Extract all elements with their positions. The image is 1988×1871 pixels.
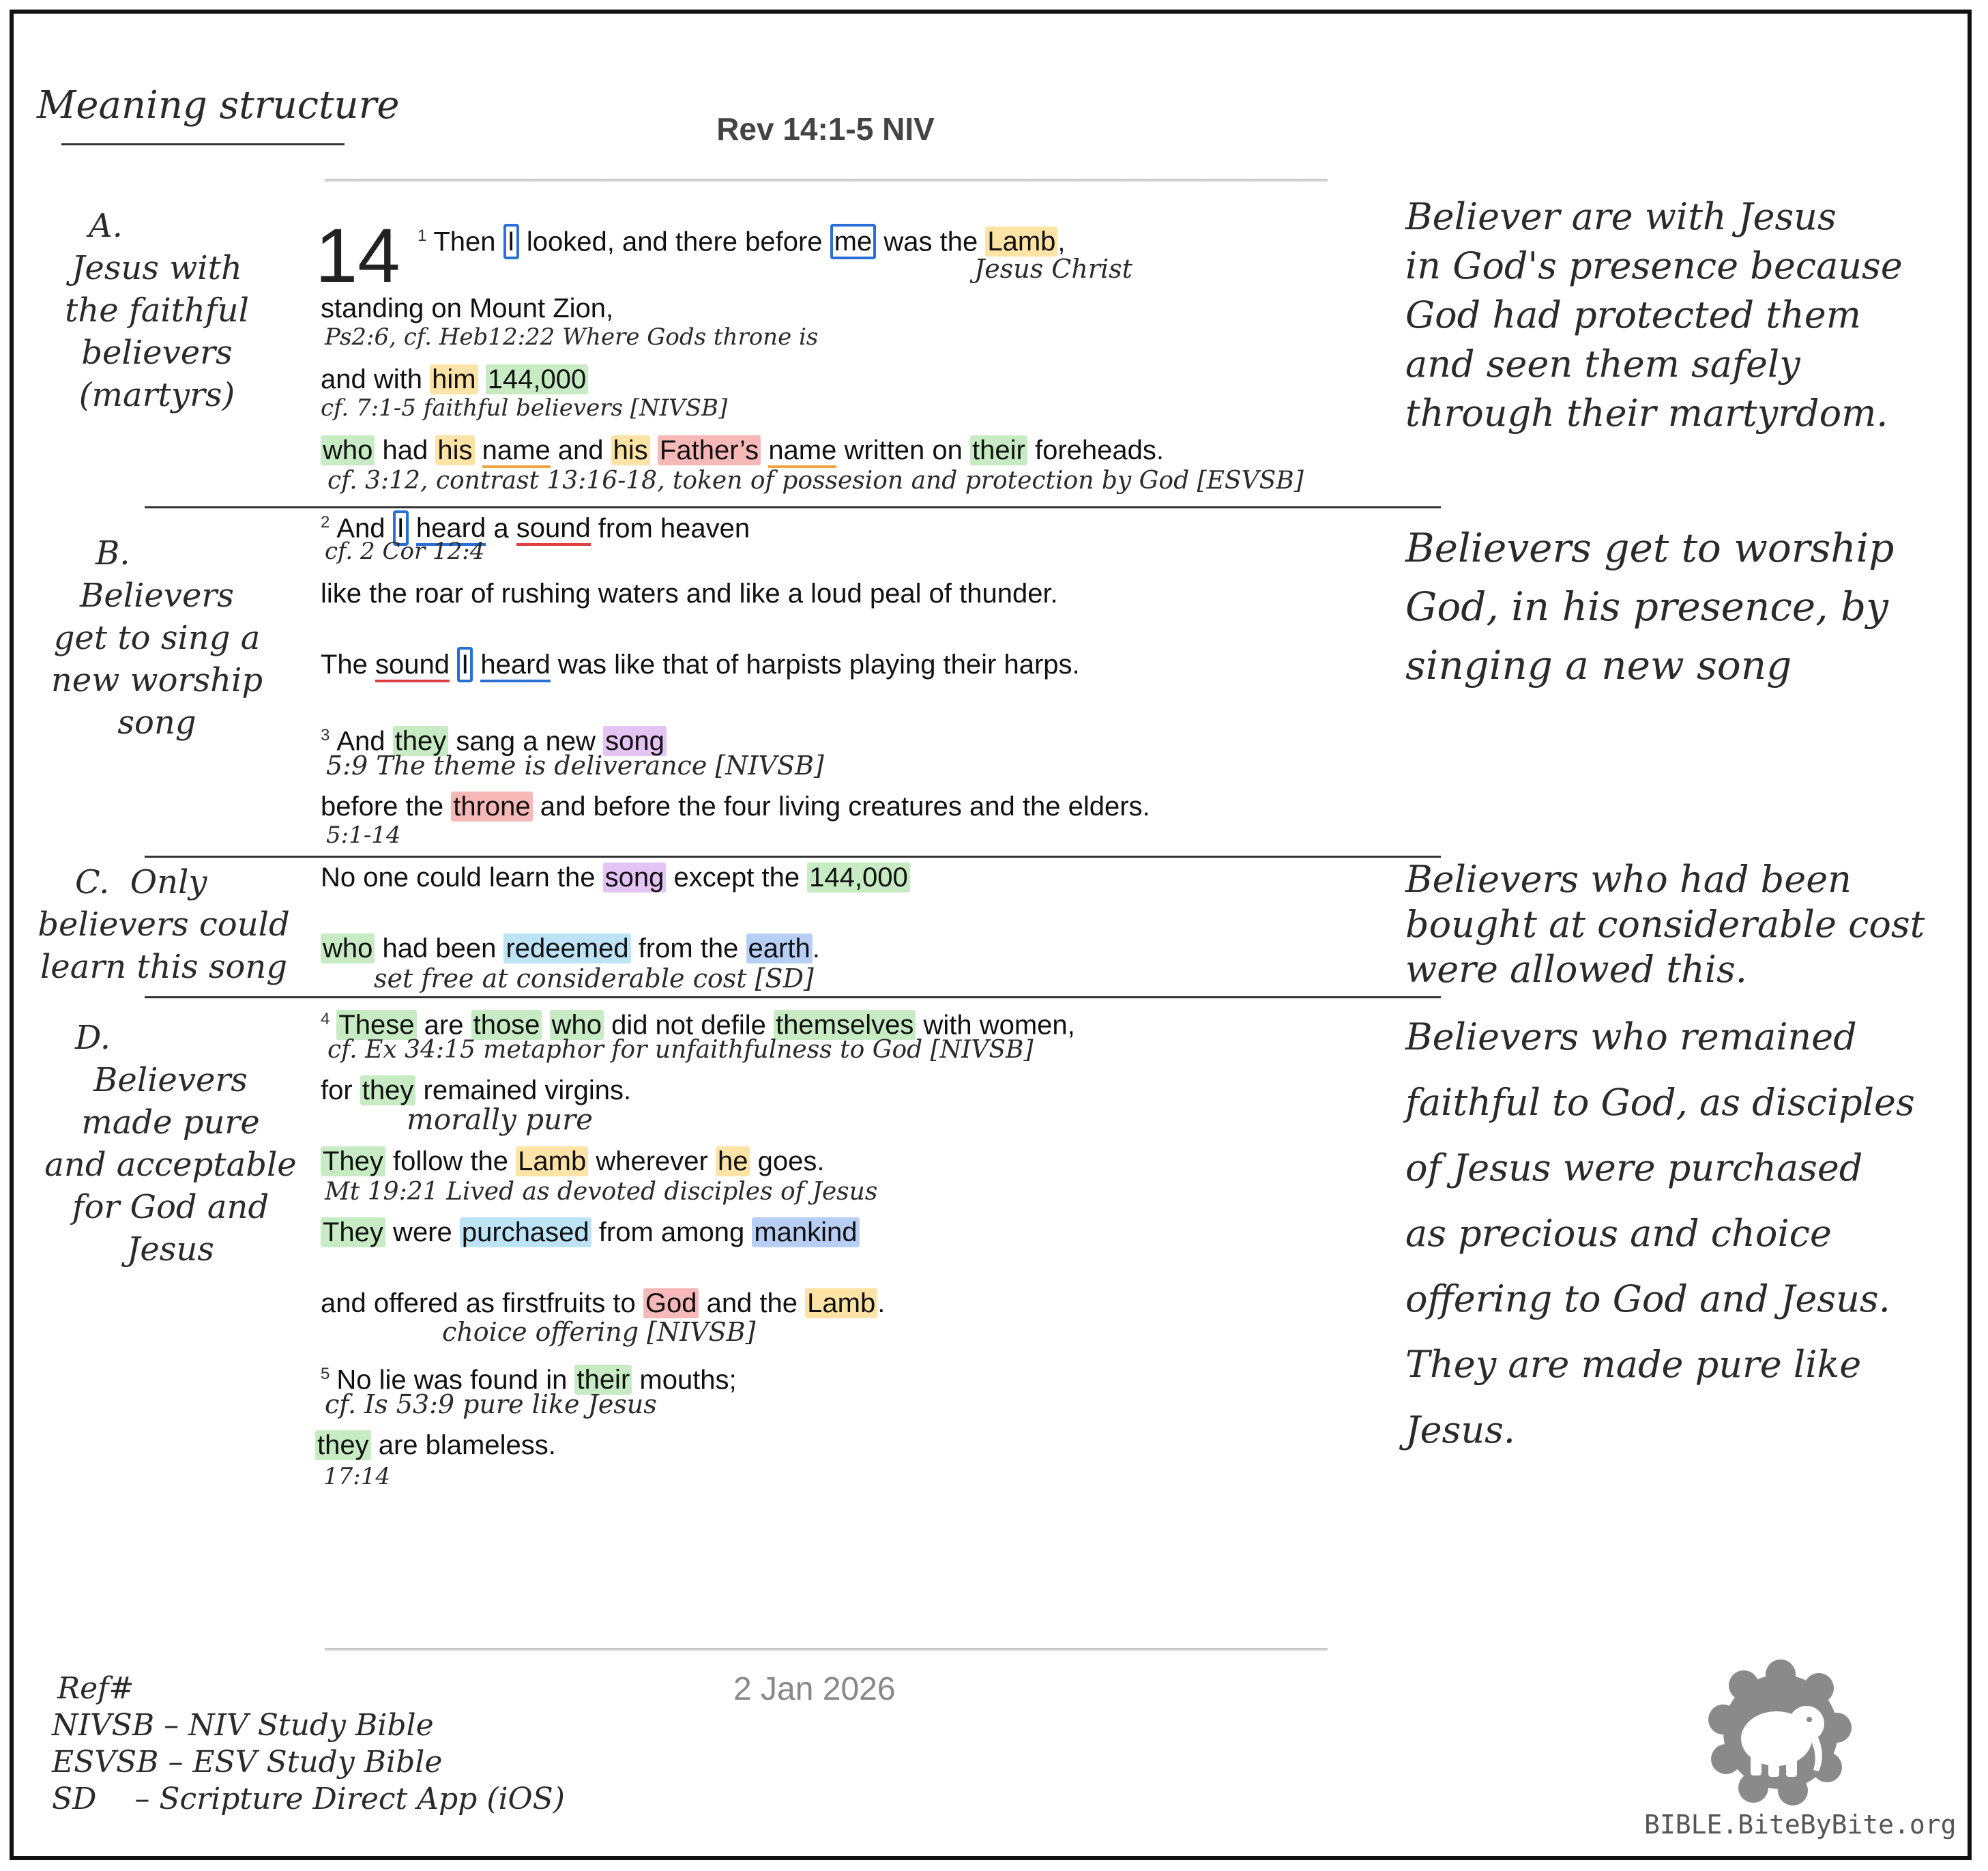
note-line: Believers who remained [1405, 1015, 1857, 1058]
text: sang a new [448, 726, 604, 757]
note-line: Believer are with Jesus [1405, 195, 1837, 238]
verse-3-line-2 [321, 789, 1150, 824]
summary-line: Jesus with [72, 249, 242, 287]
text: had [375, 435, 436, 465]
text: mouths; [632, 1365, 737, 1395]
believers-highlight: who [550, 1010, 604, 1040]
right-note-c [1405, 857, 1951, 992]
verse-2-line-2: like the roar of rushing waters and like a loud peal of thunder. [321, 579, 1058, 609]
note-line: God had protected them [1405, 293, 1861, 336]
ref-line: ESVSB – ESV Study Bible [52, 1745, 443, 1780]
annotation: cf. Ex 34:15 metaphor for unfaithfulness to God [NIVSB] [327, 1036, 1034, 1064]
verse-1-line-3 [321, 362, 588, 397]
believers-highlight: They [321, 1146, 385, 1176]
text: with women, [916, 1010, 1075, 1041]
earth-highlight: earth [746, 933, 813, 963]
text: are blameless. [370, 1430, 556, 1460]
believers-highlight: 144,000 [807, 862, 910, 893]
text: for [321, 1075, 360, 1105]
annotation: Ps2:6, cf. Heb12:22 Where Gods throne is [325, 323, 819, 351]
annotation: 5:9 The theme is deliverance [NIVSB] [326, 751, 824, 781]
believers-highlight: those [471, 1010, 542, 1040]
bottom-rule [325, 1648, 1328, 1651]
text: looked, and there before [518, 227, 830, 257]
verse-number: 2 [321, 513, 330, 532]
lamb-highlight: his [435, 435, 474, 465]
god-highlight: God [643, 1288, 699, 1318]
him-highlight: him [430, 364, 478, 394]
verse-number: 3 [321, 726, 330, 744]
text: was the [876, 227, 986, 257]
speaker-box: I [457, 647, 473, 682]
verse-5-line-2 [315, 1427, 556, 1463]
believers-highlight: These [336, 1010, 416, 1040]
text: . [877, 1288, 886, 1318]
god-highlight: Father’s [658, 435, 761, 465]
text: foreheads. [1027, 435, 1164, 465]
speaker-box: I [503, 224, 519, 259]
section-label: B. [96, 534, 130, 572]
note-line: through their martyrdom. [1405, 392, 1888, 435]
annotation: 5:1-14 [326, 822, 401, 849]
verse-3-line-3 [321, 860, 910, 895]
verse-2-line-3 [321, 647, 1080, 682]
name-underline: name [768, 435, 836, 468]
lamb-highlight: he [716, 1146, 750, 1176]
text [761, 435, 768, 465]
text: did not defile [603, 1010, 774, 1041]
believers-highlight: they [393, 726, 449, 756]
note-line: as precious and choice [1405, 1212, 1832, 1255]
summary-line: new worship [50, 661, 263, 699]
text: and with [321, 364, 430, 394]
annotation: set free at considerable cost [SD] [374, 963, 814, 993]
annotation: cf. 3:12, contrast 13:16-18, token of possesion and protection by God [ESVSB] [327, 467, 1304, 495]
believers-highlight: who [321, 933, 375, 963]
text: from among [591, 1217, 752, 1247]
note-line: God, in his presence, by [1405, 583, 1888, 630]
purchased-highlight: purchased [460, 1217, 591, 1247]
god-highlight: throne [451, 792, 532, 822]
text: . [812, 933, 820, 963]
sound-underline: sound [375, 650, 450, 682]
believers-highlight: their [574, 1365, 632, 1395]
text [473, 650, 480, 680]
annotation: cf. 7:1-5 faithful believers [NIVSB] [321, 394, 728, 422]
top-rule [325, 179, 1328, 182]
heard-underline: heard [416, 513, 486, 546]
site-url: BIBLE.BiteByBite.org [1644, 1810, 1957, 1840]
summary-line: for God and [72, 1188, 269, 1226]
verse-4-line-5 [321, 1286, 885, 1321]
heard-underline: heard [480, 650, 550, 682]
verse-number: 1 [418, 227, 427, 245]
annotation: choice offering [NIVSB] [442, 1317, 756, 1347]
text: from heaven [590, 513, 750, 544]
note-line: of Jesus were purchased [1405, 1146, 1863, 1189]
verse-number: 5 [321, 1365, 330, 1383]
note-line: were allowed this. [1405, 948, 1747, 991]
section-c-summary [27, 861, 300, 988]
summary-line: get to sing a [53, 619, 261, 657]
summary-line: made pure [81, 1103, 260, 1142]
text: had been [375, 933, 504, 963]
chapter-number: 14 [315, 213, 400, 298]
ref-line: NIVSB – NIV Study Bible [52, 1708, 434, 1743]
summary-line: Only [130, 863, 207, 901]
text: and before the four living creatures and the elders. [532, 792, 1150, 822]
note-line: Jesus. [1405, 1408, 1515, 1451]
section-label: D. [75, 1019, 111, 1057]
text: No one could learn the [321, 862, 603, 893]
annotation: 17:14 [323, 1463, 390, 1490]
note-line: in God's presence because [1405, 244, 1903, 287]
speaker-box: I [393, 510, 409, 546]
name-underline: name [482, 435, 551, 468]
summary-line: learn this song [40, 948, 288, 986]
note-line: bought at considerable cost [1405, 903, 1925, 946]
text: were [385, 1217, 460, 1247]
verse-4-line-3 [321, 1144, 824, 1179]
summary-line: song [117, 704, 196, 742]
text: No lie was found in [336, 1365, 575, 1395]
annotation: cf. 2 Cor 12:4 [325, 538, 485, 565]
date: 2 Jan 2026 [733, 1671, 896, 1707]
text: And [336, 513, 393, 544]
text: And [336, 726, 393, 757]
summary-line: the faithful [65, 291, 249, 330]
believers-highlight: They [321, 1217, 385, 1247]
note-line: Believers get to worship [1405, 525, 1895, 571]
note-line: Believers who had been [1405, 858, 1852, 901]
verse-3-line-4 [321, 931, 820, 966]
section-label: C. [75, 863, 110, 901]
song-highlight: song [603, 862, 667, 893]
note-line: singing a new song [1405, 642, 1792, 688]
note-line: and seen them safely [1405, 343, 1800, 386]
sound-underline: sound [516, 513, 591, 546]
verse-1-line-4 [321, 433, 1164, 468]
summary-line: and acceptable [44, 1146, 297, 1184]
song-highlight: song [603, 726, 667, 756]
believers-highlight: who [321, 435, 375, 465]
text: before the [321, 792, 452, 822]
believers-highlight: their [970, 435, 1027, 465]
summary-line: Jesus [127, 1230, 214, 1268]
text: was like that of harpists playing their harps. [550, 650, 1080, 680]
text: from the [630, 933, 746, 963]
text: , [1057, 227, 1066, 257]
believers-highlight: they [315, 1430, 371, 1460]
believers-highlight: they [360, 1075, 416, 1105]
section-label: A. [89, 207, 123, 245]
text [450, 650, 457, 680]
annotation: Mt 19:21 Lived as devoted disciples of Jesus [325, 1178, 878, 1206]
text: except the [666, 862, 808, 893]
mankind-highlight: mankind [752, 1217, 859, 1247]
annotation: Jesus Christ [974, 254, 1132, 284]
believers-highlight: 144,000 [486, 364, 589, 394]
verse-number: 4 [321, 1010, 330, 1028]
right-note-d [1405, 1004, 1951, 1463]
ref-line: SD – Scripture Direct App (iOS) [52, 1782, 565, 1816]
verse-1-line-2: standing on Mount Zion, [321, 293, 614, 323]
verse-4-line-4 [321, 1215, 860, 1250]
text: Then [433, 227, 503, 257]
lamb-highlight: Lamb [516, 1146, 588, 1176]
section-divider-cd [145, 996, 1441, 998]
section-d-summary [27, 1017, 314, 1271]
right-note-b [1405, 519, 1951, 695]
summary-line: Believers [93, 1061, 248, 1099]
text: The [321, 650, 376, 680]
lamb-highlight: his [611, 435, 650, 465]
text: a [486, 513, 516, 544]
lamb-highlight: Lamb [805, 1288, 877, 1318]
text: are [416, 1010, 471, 1041]
right-note-a [1405, 192, 1951, 438]
note-line: faithful to God, as disciples [1405, 1081, 1915, 1124]
verse-1-line-1 [418, 218, 1066, 259]
text: remained virgins. [415, 1075, 632, 1105]
redeemed-highlight: redeemed [503, 933, 630, 963]
handwritten-title: Meaning structure [37, 83, 400, 128]
section-divider-bc [145, 856, 1441, 858]
summary-line: believers [81, 334, 233, 372]
text: and offered as firstfruits to [321, 1288, 643, 1318]
ref-heading: Ref# [57, 1671, 134, 1706]
text: and [550, 435, 611, 465]
note-line: offering to God and Jesus. [1405, 1277, 1890, 1320]
passage-title: Rev 14:1-5 NIV [716, 111, 935, 147]
annotation: morally pure [407, 1103, 594, 1136]
reference-key [52, 1670, 565, 1818]
note-line: They are made pure like [1405, 1343, 1862, 1386]
speaker-box: me [830, 224, 877, 259]
section-b-summary [27, 532, 287, 744]
section-a-summary [20, 205, 293, 416]
text: follow the [385, 1146, 516, 1176]
summary-line: Believers [80, 577, 234, 615]
elephant-logo-icon [1706, 1657, 1856, 1807]
text [475, 435, 482, 465]
text [478, 364, 486, 394]
text: goes. [750, 1146, 825, 1176]
text: written on [836, 435, 971, 465]
annotation: cf. Is 53:9 pure like Jesus [325, 1389, 657, 1419]
lamb-highlight: Lamb [985, 227, 1057, 257]
text: wherever [588, 1146, 716, 1176]
text: and the [699, 1288, 806, 1318]
summary-line: believers could [38, 905, 290, 944]
believers-highlight: themselves [774, 1010, 916, 1040]
text [650, 435, 658, 465]
summary-line: (martyrs) [78, 376, 235, 414]
